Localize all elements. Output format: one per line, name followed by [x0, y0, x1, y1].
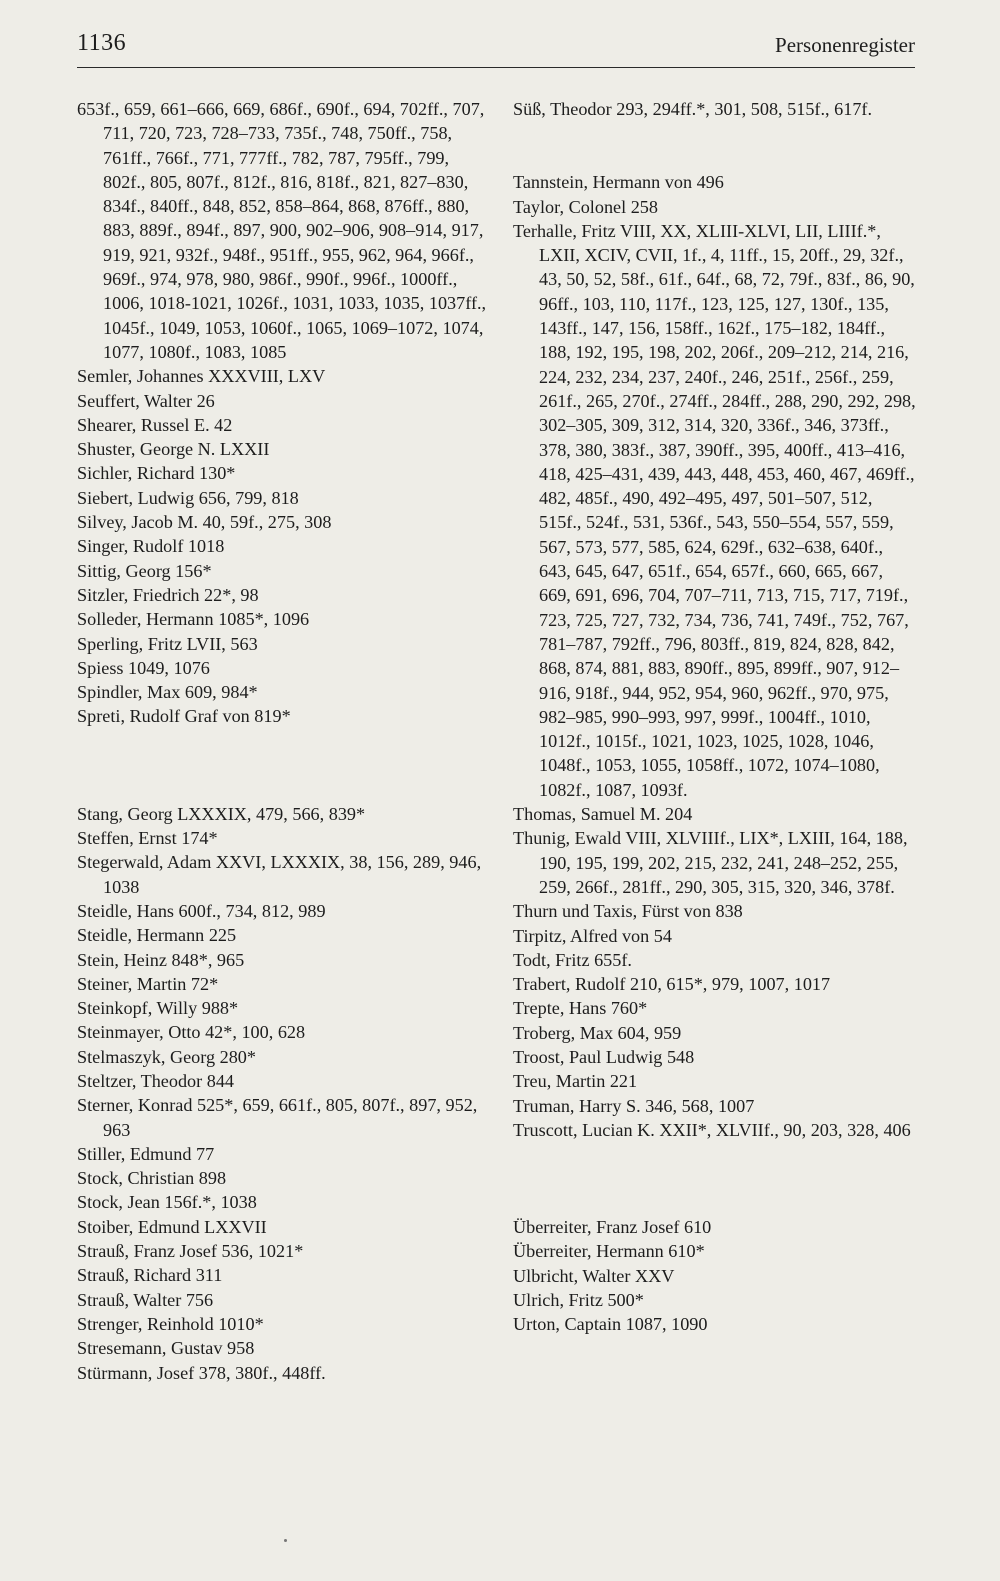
index-entry: Steffen, Ernst 174*: [77, 828, 218, 849]
index-block: [77, 802, 489, 1385]
index-entry: Steiner, Martin 72*: [77, 973, 219, 994]
index-entry: Stock, Jean 156f.*, 1038: [77, 1192, 257, 1213]
index-entry: Sitzler, Friedrich 22*, 98: [77, 584, 259, 605]
left-column: [77, 97, 489, 1385]
index-entry: Stein, Heinz 848*, 965: [77, 949, 245, 970]
index-entry: Truman, Harry S. 346, 568, 1007: [513, 1095, 755, 1116]
index-entry: Tannstein, Hermann von 496: [513, 172, 724, 193]
index-entry: Taylor, Colonel 258: [513, 196, 658, 217]
index-entry: Steinmayer, Otto 42*, 100, 628: [77, 1022, 306, 1043]
index-entry: Steidle, Hermann 225: [77, 925, 237, 946]
index-entry: Ulrich, Fritz 500*: [513, 1290, 644, 1311]
letter-gap: [77, 729, 489, 802]
index-entry: 653f., 659, 661–666, 669, 686f., 690f., 694, 702ff., 707, 711, 720, 723, 728–733, 735f., 748, 750ff., 758, 761ff., 766f., 771, 777ff., 782, 787, 795ff., 799, 802f., 805, 807f., 812f., 816, 818f., 821, 827–830, 834f., 840ff., 848, 852, 858–864, 868, 876ff., 880, 883, 889f., 894f., 897, 900, 902–906, 908–914, 917, 919, 921, 932f., 948f., 951ff., 955, 962, 964, 966f., 969f., 974, 978, 980, 986f., 990f., 996f., 1000ff., 1006, 1018-1021, 1026f., 1031, 1033, 1035, 1037ff., 1045f., 1049, 1053, 1060f., 1065, 1069–1072, 1074, 1077, 1080f., 1083, 1085: [77, 99, 487, 362]
index-entry: Stelmaszyk, Georg 280*: [77, 1046, 256, 1067]
index-entry: Strauß, Franz Josef 536, 1021*: [77, 1241, 304, 1262]
index-entry: Strenger, Reinhold 1010*: [77, 1313, 264, 1334]
index-entry: Siebert, Ludwig 656, 799, 818: [77, 487, 299, 508]
index-entry: Spindler, Max 609, 984*: [77, 682, 258, 703]
index-entry: Stang, Georg LXXXIX, 479, 566, 839*: [77, 803, 366, 824]
index-entry: Überreiter, Franz Josef 610: [513, 1217, 712, 1238]
index-entry: Strauß, Richard 311: [77, 1265, 223, 1286]
index-entry: Shuster, George N. LXXII: [77, 439, 270, 460]
page-speck: [284, 1539, 287, 1542]
index-entry: Sichler, Richard 130*: [77, 463, 236, 484]
index-entry: Ulbricht, Walter XXV: [513, 1265, 675, 1286]
index-entry: Spiess 1049, 1076: [77, 657, 210, 678]
header-rule: [77, 67, 915, 68]
index-entry: Silvey, Jacob M. 40, 59f., 275, 308: [77, 512, 332, 533]
index-entry: Terhalle, Fritz VIII, XX, XLIII-XLVI, LII, LIIIf.*, LXII, XCIV, CVII, 1f., 4, 11ff., 15, 20ff., 29, 32f., 43, 50, 52, 58f., 61f., 64f., 68, 72, 79f., 83f., 86, 90, 96ff., 103, 110, 117f., 123, 125, 127, 130f., 135, 143ff., 147, 156, 158ff., 162f., 175–182, 184ff., 188, 192, 195, 198, 202, 206f., 209–212, 214, 216, 224, 232, 234, 237, 240f., 246, 251f., 256f., 259, 261f., 265, 270f., 274ff., 284ff., 288, 290, 292, 298, 302–305, 309, 312, 314, 320, 336f., 346, 373ff., 378, 380, 383f., 387, 390ff., 395, 400ff., 413–416, 418, 425–431, 439, 443, 448, 453, 460, 467, 469ff., 482, 485f., 490, 492–495, 497, 501–507, 512, 515f., 524f., 531, 536f., 543, 550–554, 557, 559, 567, 573, 577, 585, 624, 629f., 632–638, 640f., 643, 645, 647, 651f., 654, 657f., 660, 665, 667, 669, 691, 696, 704, 707–711, 713, 715, 717, 719f., 723, 725, 727, 732, 734, 736, 741, 749f., 752, 767, 781–787, 792ff., 796, 803ff., 819, 824, 828, 842, 868, 874, 881, 883, 890ff., 895, 899ff., 907, 912–916, 918f., 944, 952, 954, 960, 962ff., 970, 975, 982–985, 990–993, 997, 999f., 1004ff., 1010, 1012f., 1015f., 1021, 1023, 1025, 1028, 1046, 1048f., 1053, 1055, 1058ff., 1072, 1074–1080, 1082f., 1087, 1093f.: [513, 220, 916, 800]
page-number: 1136: [77, 30, 127, 56]
index-entry: Tirpitz, Alfred von 54: [513, 925, 672, 946]
right-column: [513, 97, 918, 1337]
index-entry: Seuffert, Walter 26: [77, 390, 215, 411]
index-entry: Stock, Christian 898: [77, 1168, 227, 1189]
index-entry: Shearer, Russel E. 42: [77, 414, 233, 435]
index-block: [513, 170, 918, 1142]
index-entry: Trabert, Rudolf 210, 615*, 979, 1007, 1017: [513, 974, 831, 995]
index-entry: Semler, Johannes XXXVIII, LXV: [77, 366, 326, 387]
index-entry: Stoiber, Edmund LXXVII: [77, 1216, 267, 1237]
letter-gap: [513, 1142, 918, 1215]
running-title: Personenregister: [775, 33, 915, 57]
index-entry: Spreti, Rudolf Graf von 819*: [77, 706, 291, 727]
index-entry: Sittig, Georg 156*: [77, 560, 212, 581]
index-entry: Strauß, Walter 756: [77, 1289, 214, 1310]
index-entry: Thomas, Samuel M. 204: [513, 804, 693, 825]
index-entry: Stürmann, Josef 378, 380f., 448ff.: [77, 1362, 326, 1383]
index-entry: Treu, Martin 221: [513, 1071, 638, 1092]
index-entry: Überreiter, Hermann 610*: [513, 1241, 705, 1262]
index-entry: Stegerwald, Adam XXVI, LXXXIX, 38, 156, 289, 946, 1038: [77, 852, 482, 897]
index-entry: Steltzer, Theodor 844: [77, 1070, 235, 1091]
index-entry: Trepte, Hans 760*: [513, 998, 648, 1019]
index-entry: Stiller, Edmund 77: [77, 1143, 215, 1164]
index-block: [77, 97, 489, 729]
index-entry: Thunig, Ewald VIII, XLVIIIf., LIX*, LXIII, 164, 188, 190, 195, 199, 202, 215, 232, 241, 248–252, 255, 259, 266f., 281ff., 290, 305, 315, 320, 346, 378f.: [513, 828, 908, 897]
index-entry: Steinkopf, Willy 988*: [77, 998, 239, 1019]
index-entry: Troberg, Max 604, 959: [513, 1022, 682, 1043]
index-entry: Stresemann, Gustav 958: [77, 1338, 255, 1359]
index-entry: Thurn und Taxis, Fürst von 838: [513, 901, 743, 922]
index-entry: Troost, Paul Ludwig 548: [513, 1046, 695, 1067]
index-entry: Urton, Captain 1087, 1090: [513, 1314, 708, 1335]
index-block: [513, 1215, 918, 1336]
index-entry: Todt, Fritz 655f.: [513, 949, 632, 970]
index-entry: Singer, Rudolf 1018: [77, 536, 225, 557]
index-block: [513, 97, 918, 121]
index-entry: Süß, Theodor 293, 294ff.*, 301, 508, 515f., 617f.: [513, 99, 873, 119]
index-entry: Truscott, Lucian K. XXII*, XLVIIf., 90, 203, 328, 406: [513, 1119, 911, 1140]
index-entry: Sperling, Fritz LVII, 563: [77, 633, 258, 654]
index-entry: Steidle, Hans 600f., 734, 812, 989: [77, 900, 326, 921]
index-entry: Solleder, Hermann 1085*, 1096: [77, 609, 310, 630]
index-entry: Sterner, Konrad 525*, 659, 661f., 805, 807f., 897, 952, 963: [77, 1095, 478, 1140]
letter-gap: [513, 121, 918, 170]
